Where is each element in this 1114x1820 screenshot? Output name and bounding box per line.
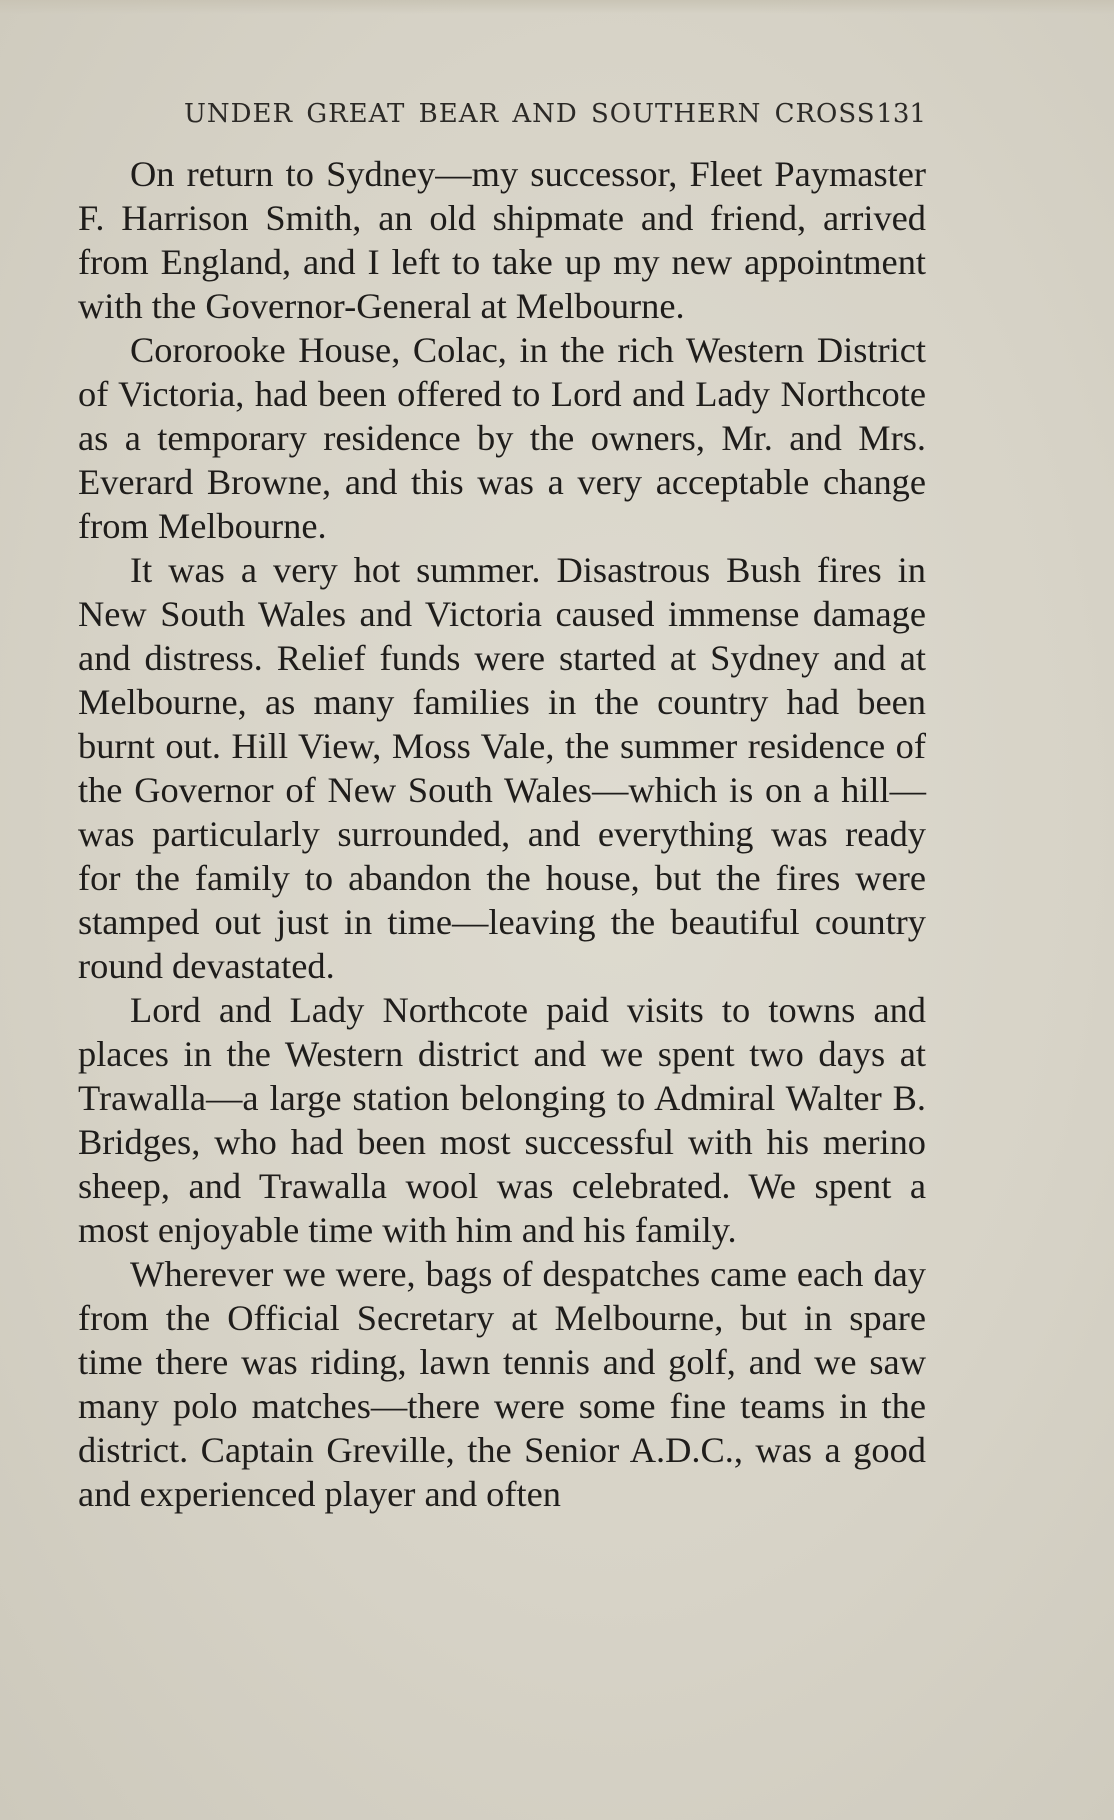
running-title: UNDER GREAT BEAR AND SOUTHERN CROSS [184, 99, 876, 129]
paragraph-bush-fires: It was a very hot summer. Disastrous Bush fires in New South Wales and Victoria caused immense damage and distress. Relief funds were started at Sydney and at Melbourne, as many families in the country had been burnt out. Hill View, Moss Vale, the summer residence of the Governor of New South Wales—which is on a hill—was particularly surrounded, and everything was ready for the family to abandon the house, but the fires were stamped out just in time—leaving the beautiful country round devastated. [78, 550, 926, 986]
paragraph-trawalla-visit: Lord and Lady Northcote paid visits to towns and places in the Western district and we spent two days at Trawalla—a large station belonging to Admiral Walter B. Bridges, who had been most successful with his merino sheep, and Trawalla wool was celebrated. We spent a most enjoyable time with him and his family. [78, 990, 926, 1250]
paragraph-return-to-sydney: On return to Sydney—my successor, Fleet Paymaster F. Harrison Smith, an old shipmate and friend, arrived from England, and I left to take up my new appointment with the Governor-General at Melbourne. [78, 154, 926, 326]
body-text [78, 152, 926, 1516]
paragraph-cororooke-house: Cororooke House, Colac, in the rich Western District of Victoria, had been offered to Lord and Lady Northcote as a temporary residence by the owners, Mr. and Mrs. Everard Browne, and this was a very acceptable change from Melbourne. [78, 330, 926, 546]
page-number: 131 [876, 99, 926, 129]
paragraph-despatches-and-polo: Wherever we were, bags of despatches came each day from the Official Secretary at Melbourne, but in spare time there was riding, lawn tennis and golf, and we saw many polo matches—there were some fine teams in the district. Captain Greville, the Senior A.D.C., was a good and experienced player and often [78, 1254, 926, 1514]
